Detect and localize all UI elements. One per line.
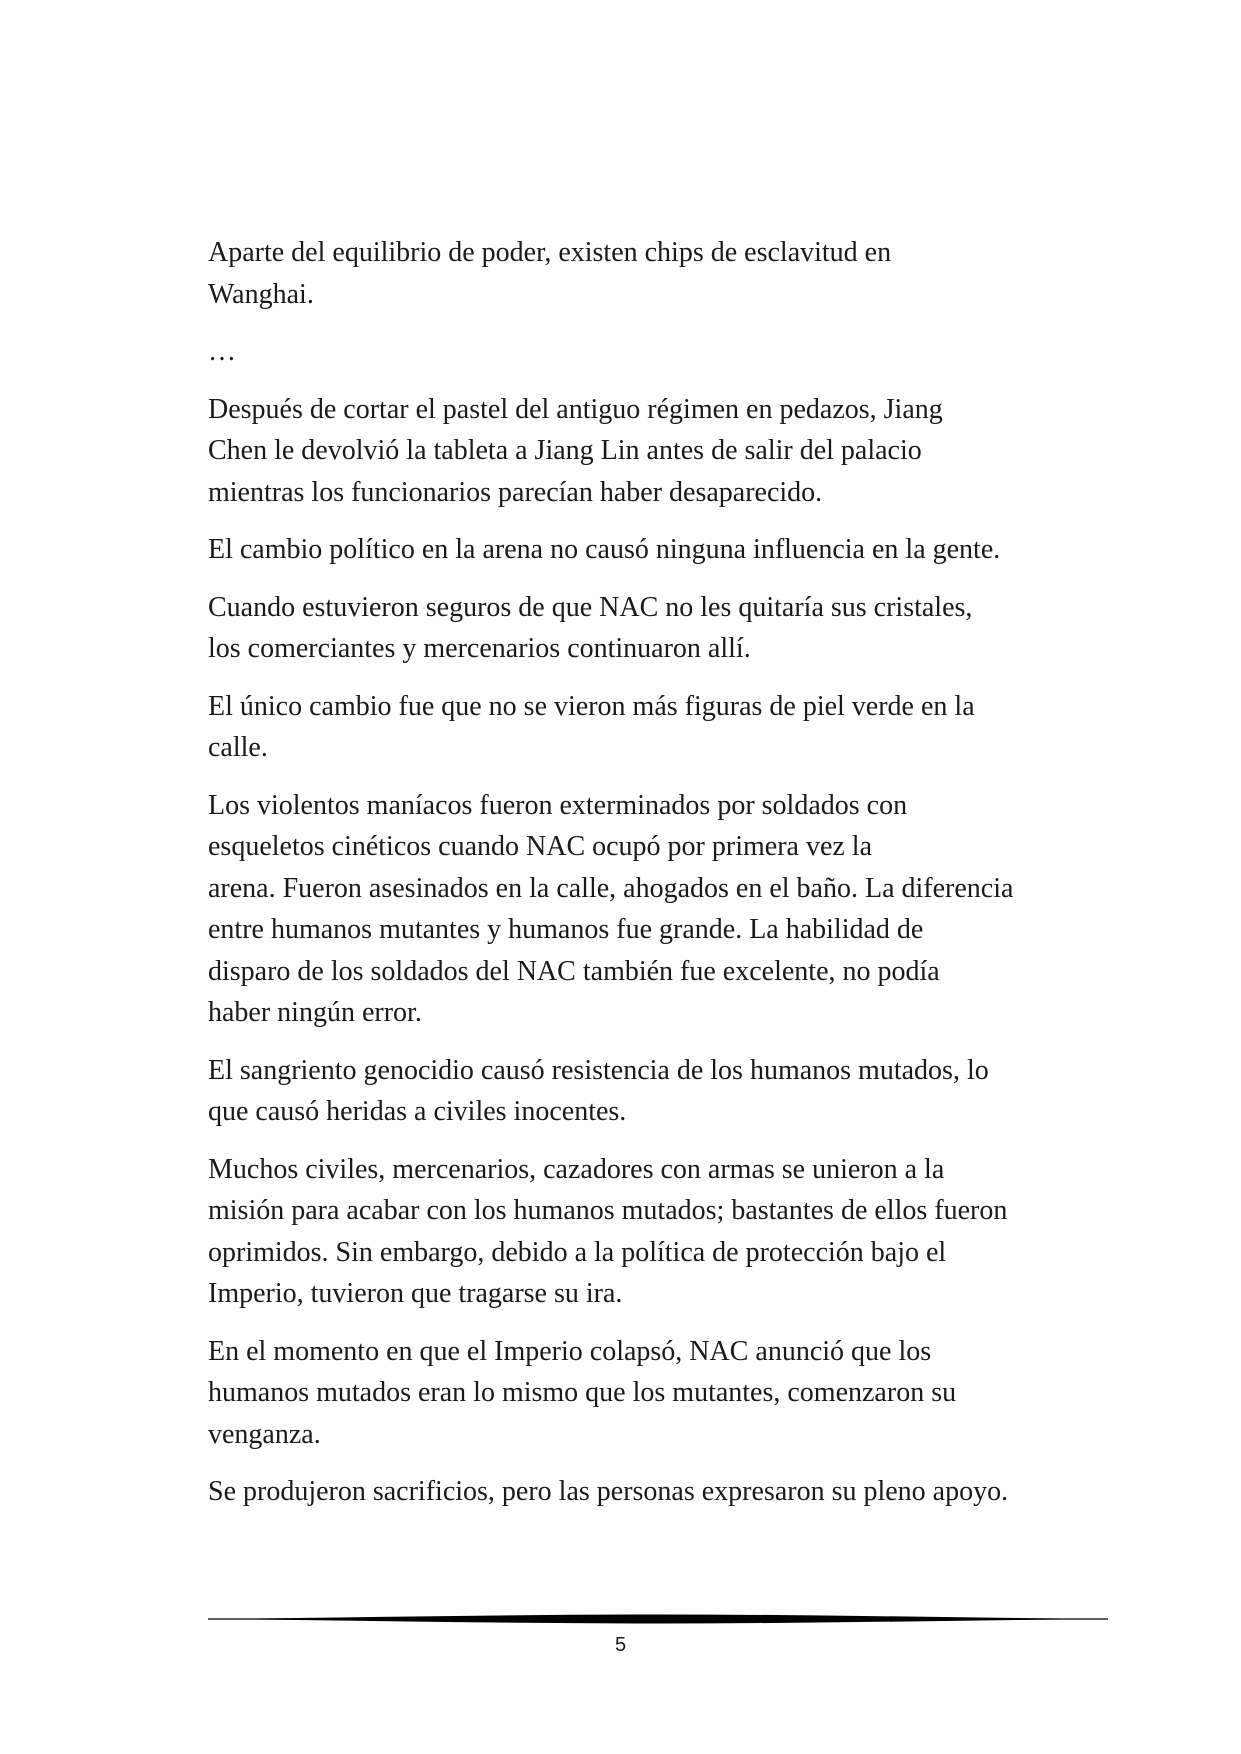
- paragraph: [208, 587, 1088, 670]
- paragraph: [208, 529, 1088, 571]
- paragraph: [208, 1050, 1088, 1133]
- text-line: El único cambio fue que no se vieron más figuras de piel verde en la: [208, 690, 975, 722]
- text-line: misión para acabar con los humanos mutados; bastantes de ellos fueron: [208, 1195, 1008, 1226]
- text-line: esqueletos cinéticos cuando NAC ocupó por primera vez la: [208, 831, 873, 862]
- body-text: [208, 232, 1088, 1529]
- paragraph: [208, 1471, 1088, 1513]
- text-line: humanos mutados eran lo mismo que los mutantes, comenzaron su: [208, 1377, 957, 1408]
- paragraph: [208, 1331, 1088, 1456]
- text-line: Imperio, tuvieron que tragarse su ira.: [208, 1278, 623, 1309]
- text-line: El sangriento genocidio causó resistencia de los humanos mutados, lo: [208, 1054, 989, 1086]
- page-number: 5: [614, 1634, 627, 1656]
- paragraph: [208, 686, 1088, 769]
- text-line: Chen le devolvió la tableta a Jiang Lin antes de salir del palacio: [208, 435, 922, 466]
- paragraph: [208, 1149, 1088, 1315]
- text-line: Wanghai.: [208, 278, 314, 310]
- text-line: arena. Fueron asesinados en la calle, ahogados en el baño. La diferencia: [208, 872, 1014, 904]
- text-line: Se produjeron sacrificios, pero las personas expresaron su pleno apoyo.: [208, 1476, 1009, 1507]
- text-line: entre humanos mutantes y humanos fue grande. La habilidad de: [208, 914, 924, 945]
- text-line: Cuando estuvieron seguros de que NAC no les quitaría sus cristales,: [208, 591, 973, 623]
- text-line: disparo de los soldados del NAC también fue excelente, no podía: [208, 955, 940, 987]
- text-line: que causó heridas a civiles inocentes.: [208, 1096, 627, 1127]
- text-line: …: [208, 336, 236, 367]
- paragraph: [208, 232, 1088, 315]
- text-line: Muchos civiles, mercenarios, cazadores con armas se unieron a la: [208, 1153, 945, 1185]
- text-line: Aparte del equilibrio de poder, existen chips de esclavitud en: [208, 237, 892, 268]
- paragraph: [208, 389, 1088, 514]
- text-line: mientras los funcionarios parecían haber desaparecido.: [208, 476, 823, 508]
- text-line: El cambio político en la arena no causó ninguna influencia en la gente.: [208, 534, 1001, 565]
- text-line: Después de cortar el pastel del antiguo régimen en pedazos, Jiang: [208, 393, 943, 425]
- paragraph: [208, 331, 1088, 373]
- text-line: haber ningún error.: [208, 997, 422, 1028]
- text-line: los comerciantes y mercenarios continuaron allí.: [208, 633, 751, 664]
- text-line: En el momento en que el Imperio colapsó, NAC anunció que los: [208, 1335, 932, 1367]
- text-line: Los violentos maníacos fueron exterminados por soldados con: [208, 789, 908, 821]
- footer-divider: [208, 1612, 1108, 1626]
- text-line: calle.: [208, 732, 268, 763]
- paragraph: [208, 785, 1088, 1034]
- text-line: oprimidos. Sin embargo, debido a la política de protección bajo el: [208, 1236, 947, 1268]
- text-line: venganza.: [208, 1418, 321, 1450]
